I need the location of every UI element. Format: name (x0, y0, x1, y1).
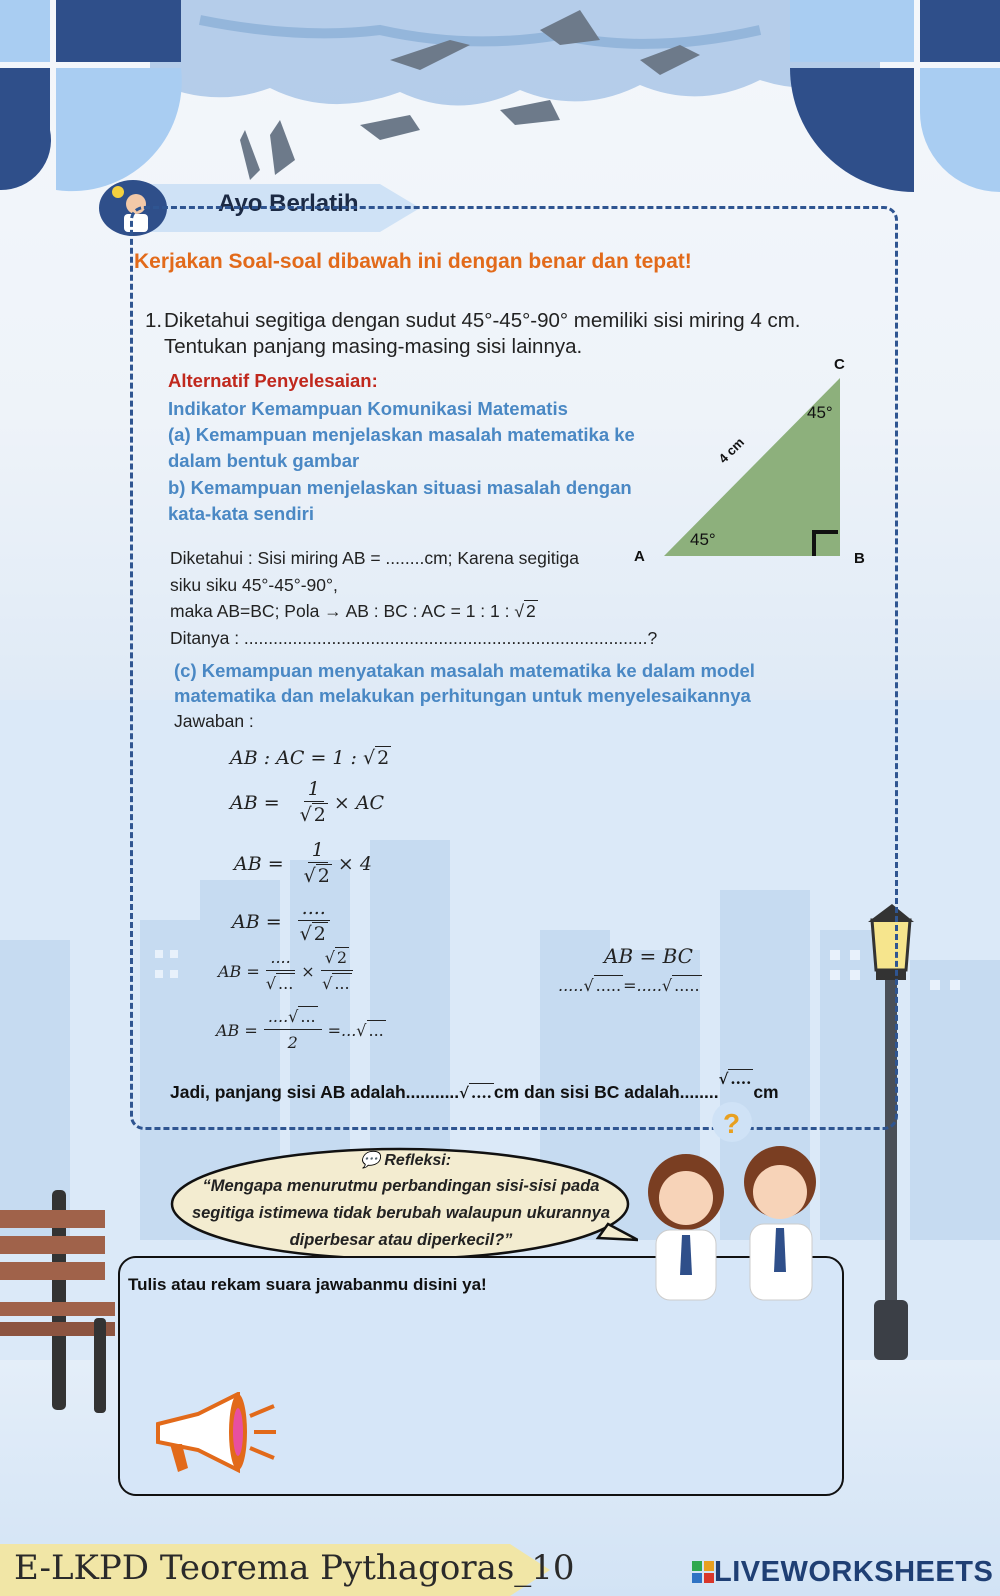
math-step-2-numerator: 1 (304, 777, 324, 802)
sqrt-two: √ 2 (514, 601, 536, 621)
sqrt-two-radicand: 2 (525, 601, 536, 621)
math-step-3-rhs: × 4 (337, 852, 372, 875)
logo-text: LIVEWORKSHEETS (714, 1556, 994, 1588)
math-step-2 (230, 777, 384, 828)
instruction-text: Kerjakan Soal-soal dibawah ini dengan benar dan tepat! (134, 250, 692, 273)
math-step-1-text: AB : AC = 1 : (230, 747, 363, 769)
math-step-6-lhs: AB = (216, 1021, 258, 1040)
math-ab-equals-bc: AB = BC (604, 944, 693, 968)
conclusion-sqrt-1: √ .... (459, 1084, 492, 1102)
math-step-4-fraction (298, 896, 330, 947)
question-number: 1. (145, 309, 163, 332)
math-bc-equals: =..... (623, 976, 662, 995)
corner-decoration-top-right (790, 0, 1000, 200)
reflection-line-1: “Mengapa menurutmu perbandingan sisi-sisi pada (202, 1177, 600, 1195)
math-bc-sqrt-2: √ ..... (661, 976, 700, 995)
math-step-6-rhs: =... (327, 1021, 357, 1040)
math-step-5-lhs: AB = (218, 962, 260, 981)
indicator-b-line-2: kata-kata sendiri (168, 503, 315, 524)
math-step-6-radicand: ... (300, 1007, 316, 1026)
math-step-3-fraction (304, 838, 332, 889)
math-bc-radicand-1: ..... (595, 976, 622, 995)
section-title: Ayo Berlatih (218, 190, 359, 217)
math-bc-sqrt-1: √ ..... (583, 976, 622, 995)
megaphone-icon[interactable] (148, 1392, 278, 1482)
math-step-5-numerator-1: .... (266, 946, 294, 971)
answer-prompt: Tulis atau rekam suara jawabanmu disini ya! (128, 1275, 487, 1294)
math-bc-dots-1: ..... (558, 976, 584, 995)
math-step-4-numerator: .... (298, 896, 330, 921)
math-bc-line (558, 976, 702, 995)
indicator-heading: Indikator Kemampuan Komunikasi Matematis (168, 398, 568, 419)
known-line-3 (170, 601, 538, 622)
answer-label: Jawaban : (174, 711, 254, 731)
math-step-5-denominator-2: √ ... (322, 974, 350, 993)
math-step-2-lhs: AB = (230, 791, 280, 814)
students-illustration (632, 1100, 842, 1310)
vertex-label-b: B (854, 550, 865, 567)
birds-decoration (220, 0, 780, 190)
known-line-1: Diketahui : Sisi miring AB = ........cm; Karena segitiga (170, 548, 579, 568)
conclusion-part-2: cm dan sisi BC adalah........ (493, 1082, 719, 1102)
solution-title: Alternatif Penyelesaian: (168, 370, 378, 391)
reflection-line-2: segitiga istimewa tidak berubah walaupun ukurannya (191, 1204, 611, 1222)
math-step-5-fraction-2 (321, 946, 353, 997)
math-step-2-denominator: √ 2 (299, 804, 326, 826)
math-step-1-radicand: 2 (377, 747, 390, 769)
math-step-5 (218, 946, 359, 997)
known-line-3-text: maka AB=BC; Pola → AB : BC : AC = 1 : 1 : (170, 601, 515, 621)
vertex-label-c: C (834, 356, 845, 373)
math-step-3-lhs: AB = (234, 852, 284, 875)
conclusion-radicand-1: .... (471, 1084, 492, 1102)
right-triangle-figure (630, 352, 870, 574)
math-step-6-dots: .... (267, 1007, 289, 1026)
math-step-2-fraction (300, 777, 328, 828)
math-step-5-numerator-2: √ 2 (321, 946, 353, 971)
speech-icon: 💬 (360, 1152, 380, 1169)
known-line-2: siku siku 45°-45°-90°, (170, 575, 338, 595)
math-step-4-denominator: √ 2 (299, 923, 326, 945)
indicator-c-line-2: matematika dan melakukan perhitungan untuk menyelesaikannya (174, 685, 751, 706)
math-step-5-times: × (301, 962, 315, 981)
conclusion-sqrt-2: √ .... (718, 1070, 752, 1088)
corner-decoration-top-left (0, 0, 185, 200)
math-step-5-radicand-1: ... (278, 974, 294, 993)
math-step-1-sqrt: √ 2 (363, 747, 390, 769)
indicator-a-line-2: dalam bentuk gambar (168, 450, 360, 471)
math-step-6-sqrt: √ ... (288, 1007, 316, 1026)
math-step-3 (234, 838, 372, 889)
reflection-question (176, 1173, 626, 1254)
math-step-4-lhs: AB = (232, 910, 282, 933)
indicator-a-line-1: (a) Kemampuan menjelaskan masalah matematika ke (168, 424, 635, 445)
math-step-1 (230, 747, 391, 769)
math-step-6-rhs-radicand: ... (368, 1021, 384, 1040)
math-step-5-fraction-1 (266, 946, 295, 997)
asked-line: Ditanya : ...................................................................................? (170, 628, 658, 648)
math-step-3-denominator: √ 2 (303, 865, 330, 887)
math-step-6-numerator (264, 1005, 322, 1030)
reflection-line-3: diperbesar atau diperkecil?” (289, 1231, 513, 1249)
indicator-b-line-1: b) Kemampuan menjelaskan situasi masalah dengan (168, 477, 632, 498)
math-step-5-radicand-3: ... (334, 974, 350, 993)
conclusion-radicand-2: .... (730, 1070, 752, 1088)
reflection-title (360, 1150, 451, 1170)
liveworksheets-logo[interactable] (692, 1556, 993, 1589)
math-step-4-radicand: 2 (313, 923, 326, 945)
question-line-1: Diketahui segitiga dengan sudut 45°-45°-90° memiliki sisi miring 4 cm. (164, 309, 801, 332)
bench-decoration (0, 1190, 120, 1420)
question-line-2: Tentukan panjang masing-masing sisi lainnya. (164, 335, 583, 358)
math-bc-radicand-2: ..... (674, 976, 700, 995)
angle-c-label: 45° (807, 403, 833, 422)
indicator-c-line-1: (c) Kemampuan menyatakan masalah matematika ke dalam model (174, 660, 755, 681)
math-step-5-radicand-2: 2 (336, 948, 348, 967)
math-step-6-rhs-sqrt: √ ... (356, 1021, 384, 1040)
logo-grid-icon (692, 1561, 714, 1583)
angle-a-label: 45° (690, 530, 716, 549)
math-step-5-denominator-1: √ ... (265, 974, 294, 993)
conclusion-part-1: Jadi, panjang sisi AB adalah........... (170, 1082, 460, 1102)
reflection-title-text: Refleksi: (384, 1152, 452, 1169)
question-mark-icon: ? (723, 1108, 741, 1139)
math-step-4 (232, 896, 336, 947)
math-step-6 (216, 1005, 386, 1056)
math-step-6-denominator: 2 (287, 1033, 298, 1052)
hypotenuse-label: 4 cm (715, 434, 748, 467)
vertex-label-a: A (634, 548, 645, 565)
math-step-3-numerator: 1 (308, 838, 328, 863)
math-step-2-radicand: 2 (313, 804, 326, 826)
math-step-6-fraction (264, 1005, 322, 1056)
math-step-2-rhs: × AC (333, 791, 385, 814)
worksheet-title: E-LKPD Teorema Pythagoras_10 (14, 1548, 575, 1588)
conclusion-part-3: cm (753, 1082, 779, 1102)
math-step-3-radicand: 2 (317, 865, 330, 887)
